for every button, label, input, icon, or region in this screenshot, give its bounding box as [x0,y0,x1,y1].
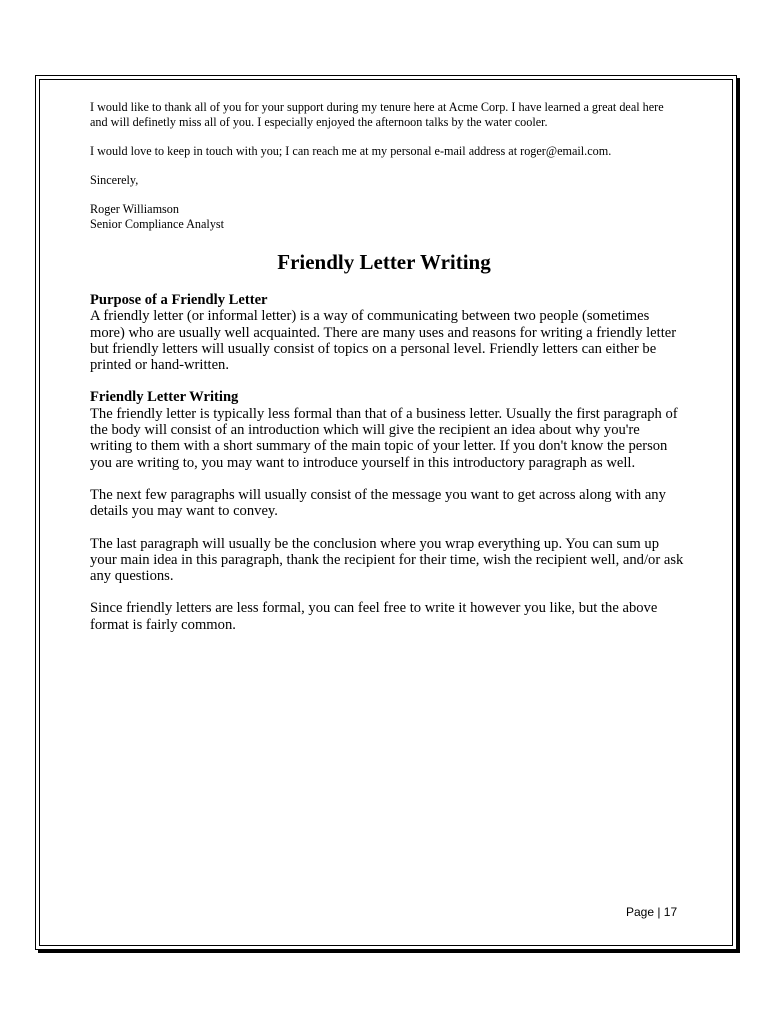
signature-name: Roger Williamson [90,202,179,216]
letter-paragraph: I would love to keep in touch with you; I can reach me at my personal e-mail address at roger@email.com. [90,144,612,158]
section-paragraph: The friendly letter is typically less formal than that of a business letter. Usually the first paragraph of the body will consist of an introduction which will give the recipient an idea about why you're writing to them with a short summary of the main topic of your letter. If you don't know the person you are writing to, you may want to introduce yourself in this introductory paragraph as well. [90,405,678,471]
sample-letter [90,100,680,232]
article-title: Friendly Letter Writing [277,250,491,274]
article-body [90,292,685,649]
section-heading: Purpose of a Friendly Letter [90,292,268,308]
section-paragraph: Since friendly letters are less formal, you can feel free to write it however you like, but the above format is fairly common. [90,600,658,633]
signature-title: Senior Compliance Analyst [90,217,225,231]
letter-closing: Sincerely, [90,173,139,187]
section-paragraph: The next few paragraphs will usually consist of the message you want to get across along with any details you may want to convey. [90,486,666,520]
page-number: Page | 17 [626,905,678,919]
letter-paragraph: I would like to thank all of you for your support during my tenure here at Acme Corp. I have learned a great deal here and will definetly miss all of you. I especially enjoyed the afternoon talks by the water cooler. [90,100,664,129]
section-paragraph: The last paragraph will usually be the conclusion where you wrap everything up. You can sum up your main idea in this paragraph, thank the recipient for their time, wish the recipient well, and/or ask any questions. [90,535,684,585]
section-heading: Friendly Letter Writing [90,389,239,406]
section-paragraph: A friendly letter (or informal letter) is a way of communicating between two people (sometimes more) who are usually well acquainted. There are many uses and reasons for writing a friendly letter but friendly letters will usually consist of topics on a personal level. Friendly letters can either be printed or hand-written. [90,308,677,374]
